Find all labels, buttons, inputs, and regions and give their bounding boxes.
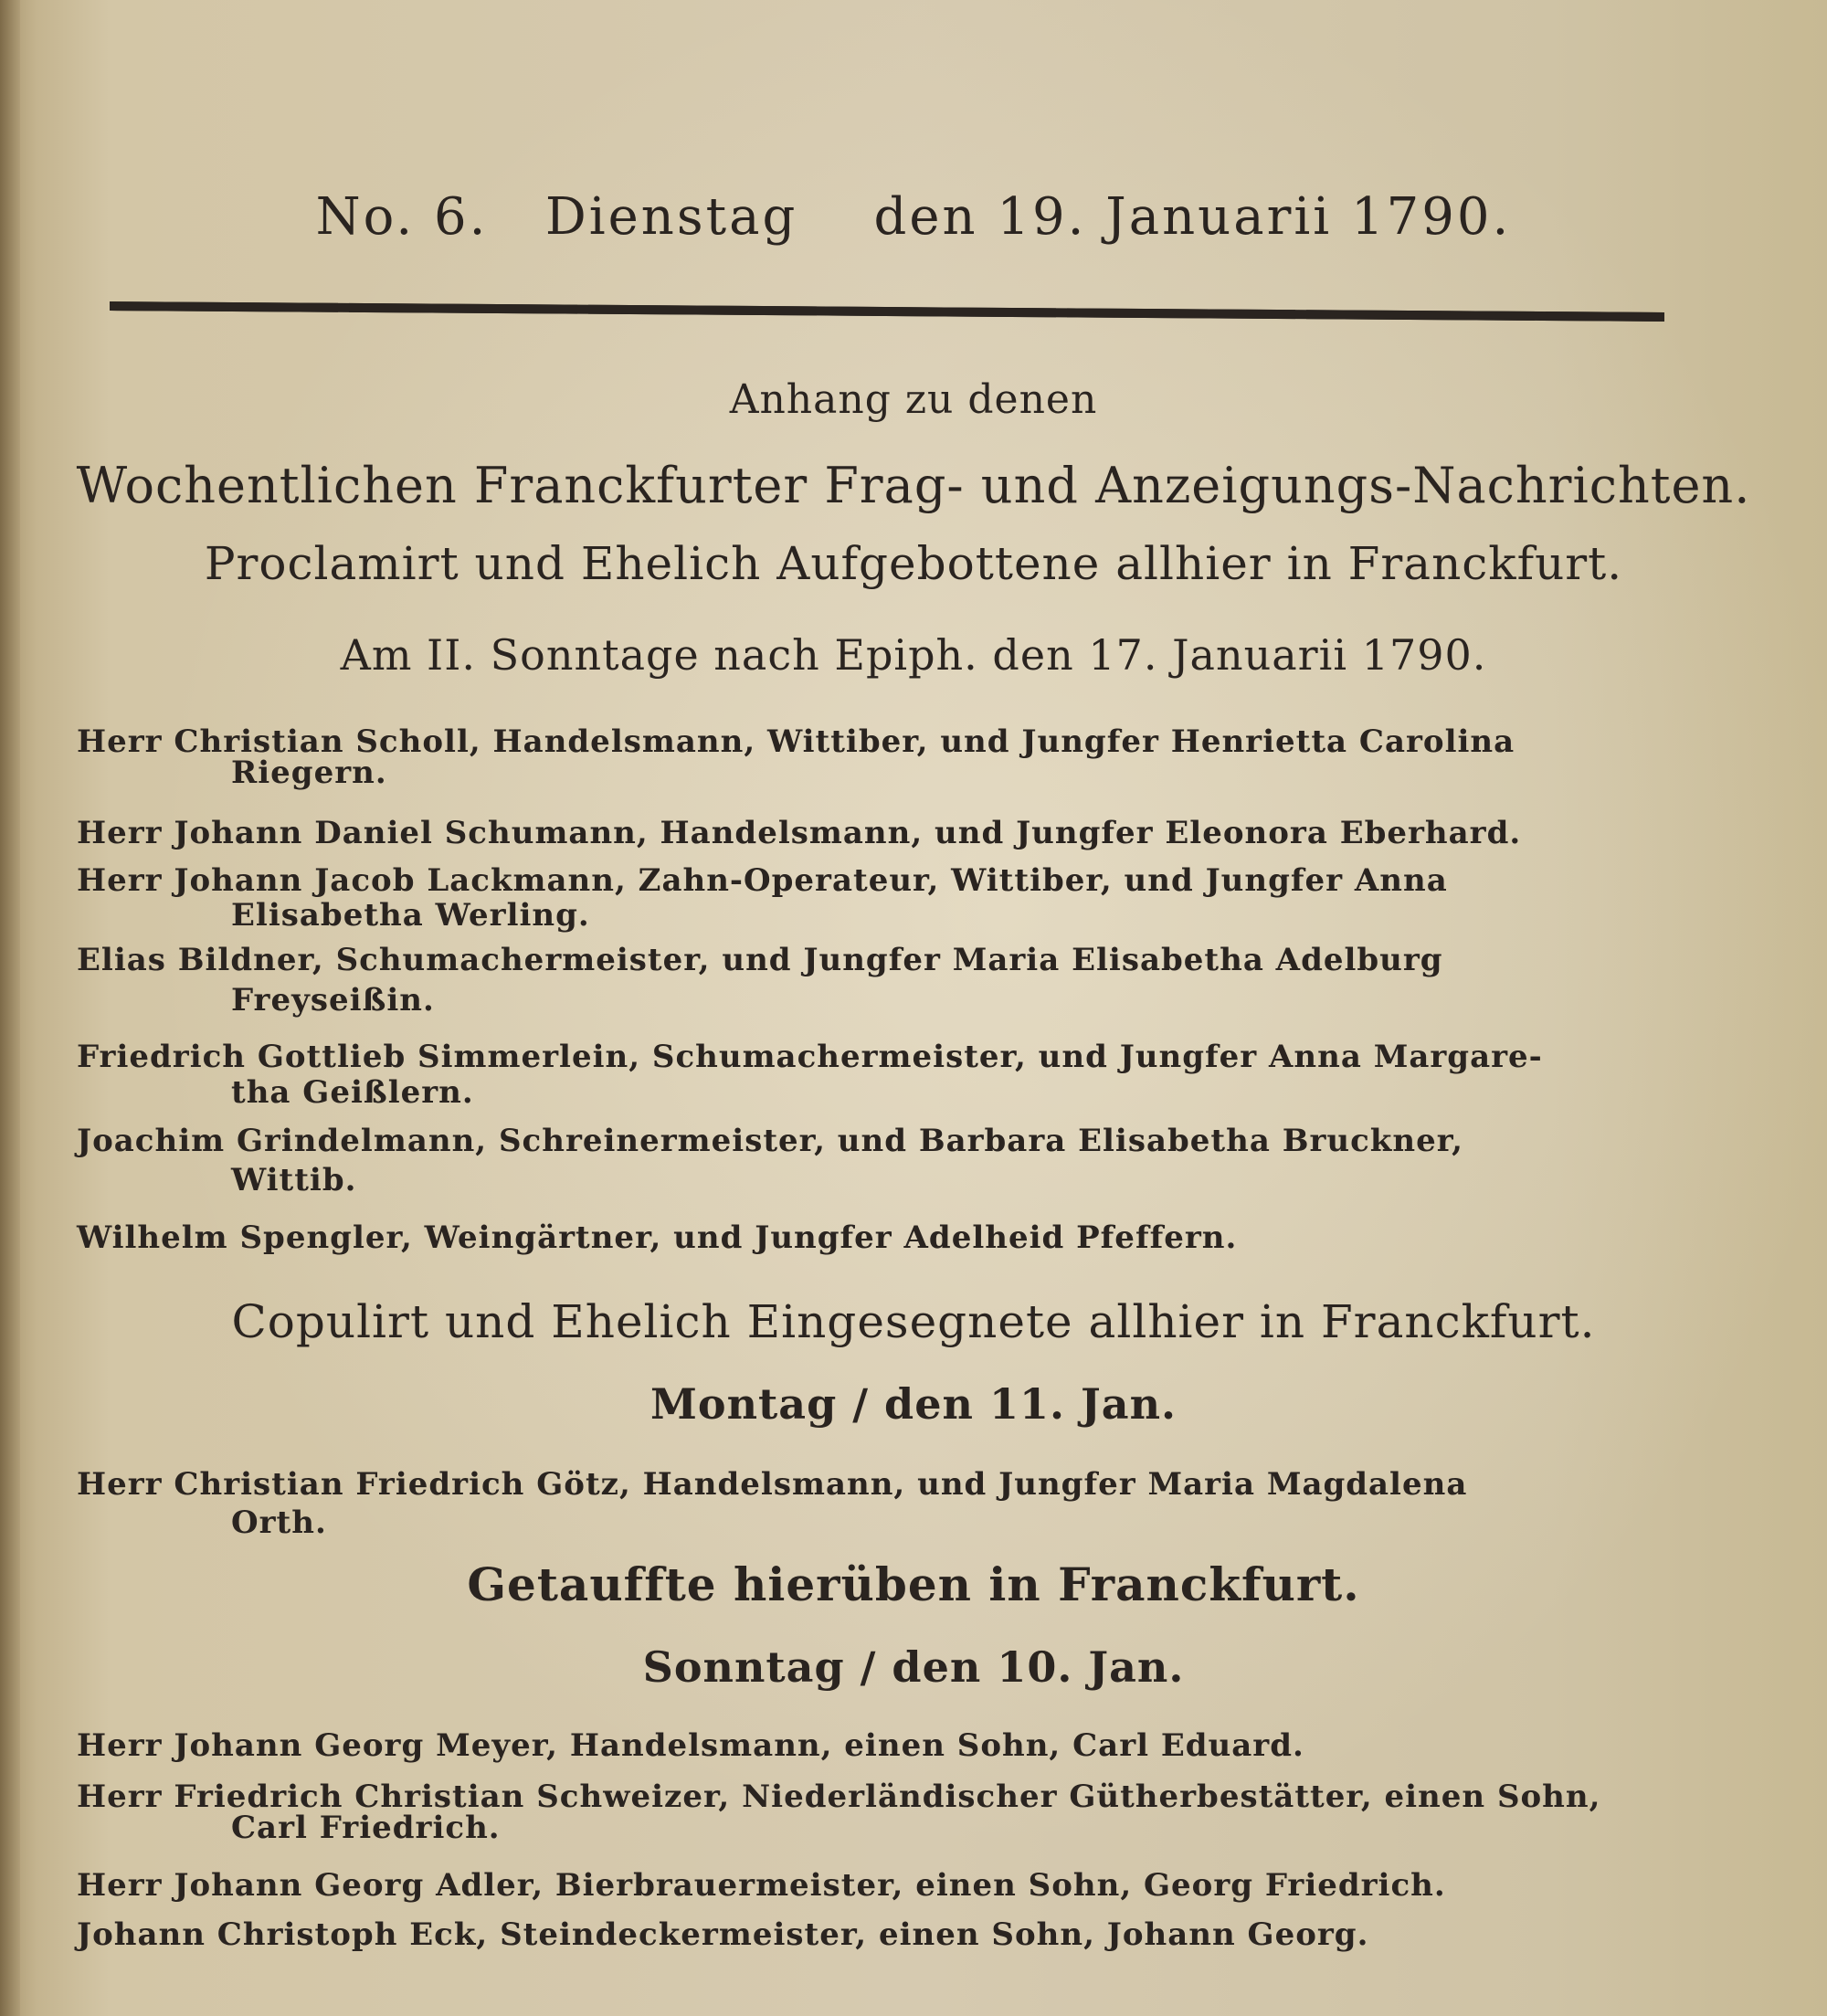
- section-day-getauffte: Sonntag / den 10. Jan.: [642, 1642, 1185, 1692]
- entry-line: Herr Johann Daniel Schumann, Handelsmann, und Jungfer Eleonora Eberhard.: [77, 815, 1522, 851]
- entry-continuation: Orth.: [231, 1504, 327, 1541]
- entry-line: Herr Johann Georg Adler, Bierbrauermeister, einen Sohn, Georg Friedrich.: [77, 1867, 1446, 1904]
- entry-line: Elias Bildner, Schumachermeister, und Jungfer Maria Elisabetha Adelburg: [77, 942, 1443, 978]
- title-intro: Anhang zu denen: [729, 376, 1098, 423]
- section-heading-getauffte: Getauffte hierüben in Franckfurt.: [467, 1557, 1360, 1611]
- issue-weekday: Dienstag: [544, 187, 798, 247]
- entry-line: Herr Christian Scholl, Handelsmann, Wittiber, und Jungfer Henrietta Carolina: [77, 723, 1515, 760]
- issue-number: No. 6.: [315, 187, 489, 247]
- issue-header: [0, 187, 1827, 247]
- entry-continuation: Freyseißin.: [231, 982, 435, 1019]
- entry-line: Herr Johann Georg Meyer, Handelsmann, einen Sohn, Carl Eduard.: [77, 1727, 1304, 1764]
- page-binding-edge: [0, 0, 20, 2016]
- entry-line: Herr Johann Jacob Lackmann, Zahn-Operateur, Wittiber, und Jungfer Anna: [77, 862, 1448, 899]
- publication-title: Wochentlichen Franckfurter Frag- und Anzeigungs-Nachrichten.: [76, 457, 1751, 514]
- entry-continuation: Riegern.: [231, 755, 387, 791]
- entry-line: Herr Christian Friedrich Götz, Handelsmann, und Jungfer Maria Magdalena: [77, 1466, 1468, 1503]
- entry-continuation: Carl Friedrich.: [231, 1810, 501, 1846]
- entry-line: Johann Christoph Eck, Steindeckermeister, einen Sohn, Johann Georg.: [77, 1916, 1369, 1953]
- section-day-copulirt: Montag / den 11. Jan.: [649, 1379, 1178, 1429]
- section-subheading-proclamirt: Am II. Sonntage nach Epiph. den 17. Januarii 1790.: [340, 630, 1487, 680]
- entry-line: Herr Friedrich Christian Schweizer, Niederländischer Gütherbestätter, einen Sohn,: [77, 1779, 1601, 1815]
- section-heading-proclamirt: Proclamirt und Ehelich Aufgebottene allhier in Franckfurt.: [204, 537, 1623, 590]
- entry-continuation: Wittib.: [231, 1162, 357, 1198]
- entry-line: Friedrich Gottlieb Simmerlein, Schumachermeister, und Jungfer Anna Margare-: [77, 1039, 1543, 1075]
- entry-line: Wilhelm Spengler, Weingärtner, und Jungfer Adelheid Pfeffern.: [77, 1219, 1238, 1256]
- issue-date: den 19. Januarii 1790.: [873, 187, 1512, 247]
- entry-line: Joachim Grindelmann, Schreinermeister, und Barbara Elisabetha Bruckner,: [77, 1123, 1463, 1159]
- entry-continuation: Elisabetha Werling.: [231, 897, 590, 934]
- entry-continuation: tha Geißlern.: [231, 1074, 474, 1111]
- header-rule: [110, 301, 1664, 322]
- section-heading-copulirt: Copulirt und Ehelich Eingesegnete allhier in Franckfurt.: [231, 1295, 1596, 1348]
